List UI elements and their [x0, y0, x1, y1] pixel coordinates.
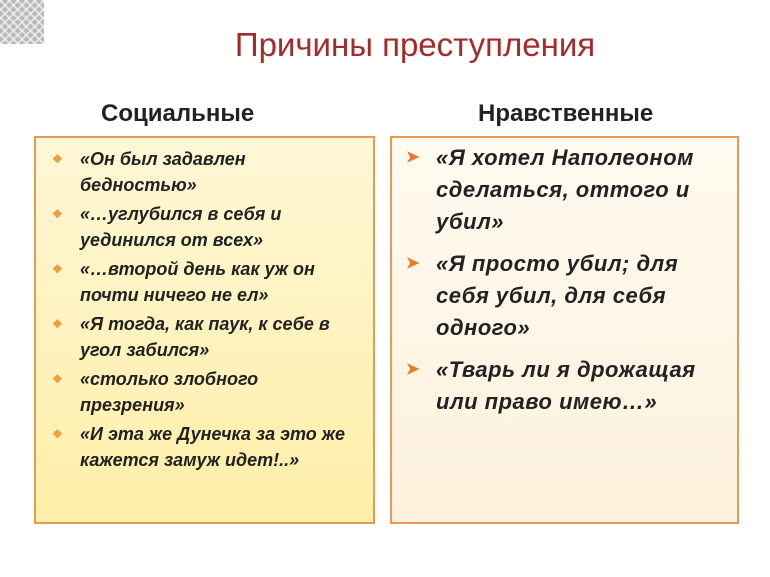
list-item-text: «Я тогда, как паук, к себе в угол забился» — [80, 314, 330, 360]
list-item — [404, 354, 729, 418]
heading-moral: Нравственные — [478, 100, 654, 127]
list-item — [50, 421, 363, 473]
social-reasons-list — [36, 138, 373, 473]
social-reasons-box — [34, 136, 375, 524]
list-item-text: «Тварь ли я дрожащая или право имею…» — [436, 357, 696, 414]
heading-social: Социальные — [101, 100, 255, 127]
moral-reasons-box — [390, 136, 739, 524]
list-item-text: «И эта же Дунечка за это же кажется замуж идет!..» — [80, 424, 346, 470]
diamond-bullet-icon: ❖ — [52, 262, 63, 276]
list-item-text: «столько злобного презрения» — [80, 369, 259, 415]
list-item-text: «Я хотел Наполеоном сделаться, оттого и убил» — [436, 145, 694, 234]
diamond-bullet-icon: ❖ — [52, 317, 63, 331]
list-item-text: «Я просто убил; для себя убил, для себя одного» — [436, 251, 679, 340]
list-item — [50, 366, 363, 418]
diamond-bullet-icon: ❖ — [52, 372, 63, 386]
arrow-bullet-icon: ➤ — [406, 255, 420, 272]
list-item-text: «…углубился в себя и уединился от всех» — [80, 204, 282, 250]
arrow-bullet-icon: ➤ — [406, 149, 420, 166]
list-item-text: «Он был задавлен бедностью» — [80, 149, 246, 195]
list-item — [50, 201, 363, 253]
moral-reasons-list — [392, 138, 737, 418]
page-title: Причины преступления — [234, 26, 596, 63]
diamond-bullet-icon: ❖ — [52, 207, 63, 221]
arrow-bullet-icon: ➤ — [406, 361, 420, 378]
list-item — [404, 248, 729, 344]
list-item — [404, 142, 729, 238]
list-item — [50, 256, 363, 308]
list-item — [50, 311, 363, 363]
diamond-bullet-icon: ❖ — [52, 427, 63, 441]
diamond-bullet-icon: ❖ — [52, 152, 63, 166]
list-item-text: «…второй день как уж он почти ничего не ел» — [80, 259, 315, 305]
list-item — [50, 146, 363, 198]
